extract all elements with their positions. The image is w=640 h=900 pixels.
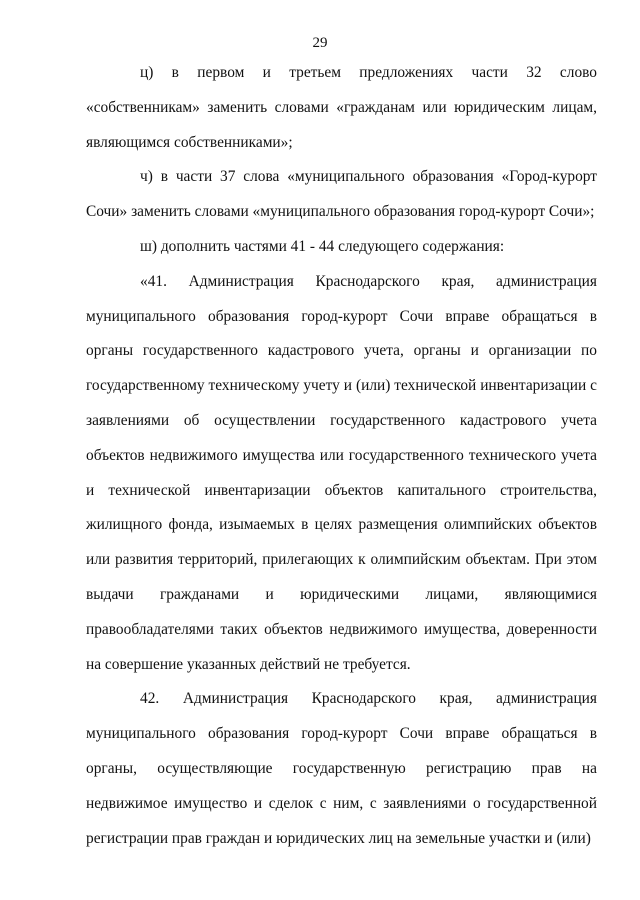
paragraph-item-ts: ц) в первом и третьем предложениях части 32 слово «собственникам» заменить словами «гражданам или юридическим лицам, являющимся собственниками»; (86, 64, 597, 151)
page-number: 29 (312, 35, 328, 51)
paragraph-item-sh: ш) дополнить частями 41 - 44 следующего содержания: (140, 237, 505, 255)
paragraph-item-ch: ч) в части 37 слова «муниципального образования «Город-курорт Сочи» заменить словами «муниципального образования город-курорт Сочи»; (86, 168, 597, 221)
document-body (86, 56, 597, 856)
paragraph-part-41: «41. Администрация Краснодарского края, администрация муниципального образования город-курорт Сочи вправе обращаться в органы государственного кадастрового учета, органы и организации по государственному техническому учету и (или) технической инвентаризации с заявлениями об осуществлении государственного кадастрового учета объектов недвижимого имущества или государственного технического учета и технической инвентаризации объектов капитального строительства, жилищного фонда, изымаемых в целях размещения олимпийских объектов или развития территорий, прилегающих к олимпийским объектам. При этом выдачи гражданами и юридическими лицами, являющимися правообладателями таких объектов недвижимого имущества, доверенности на совершение указанных действий не требуется. (86, 272, 597, 673)
paragraph-part-42: 42. Администрация Краснодарского края, администрация муниципального образования город-курорт Сочи вправе обращаться в органы, осуществляющие государственную регистрацию прав на недвижимое имущество и сделок с ним, с заявлениями о государственной регистрации прав граждан и юридических лиц на земельные участки и (или) (86, 690, 597, 847)
